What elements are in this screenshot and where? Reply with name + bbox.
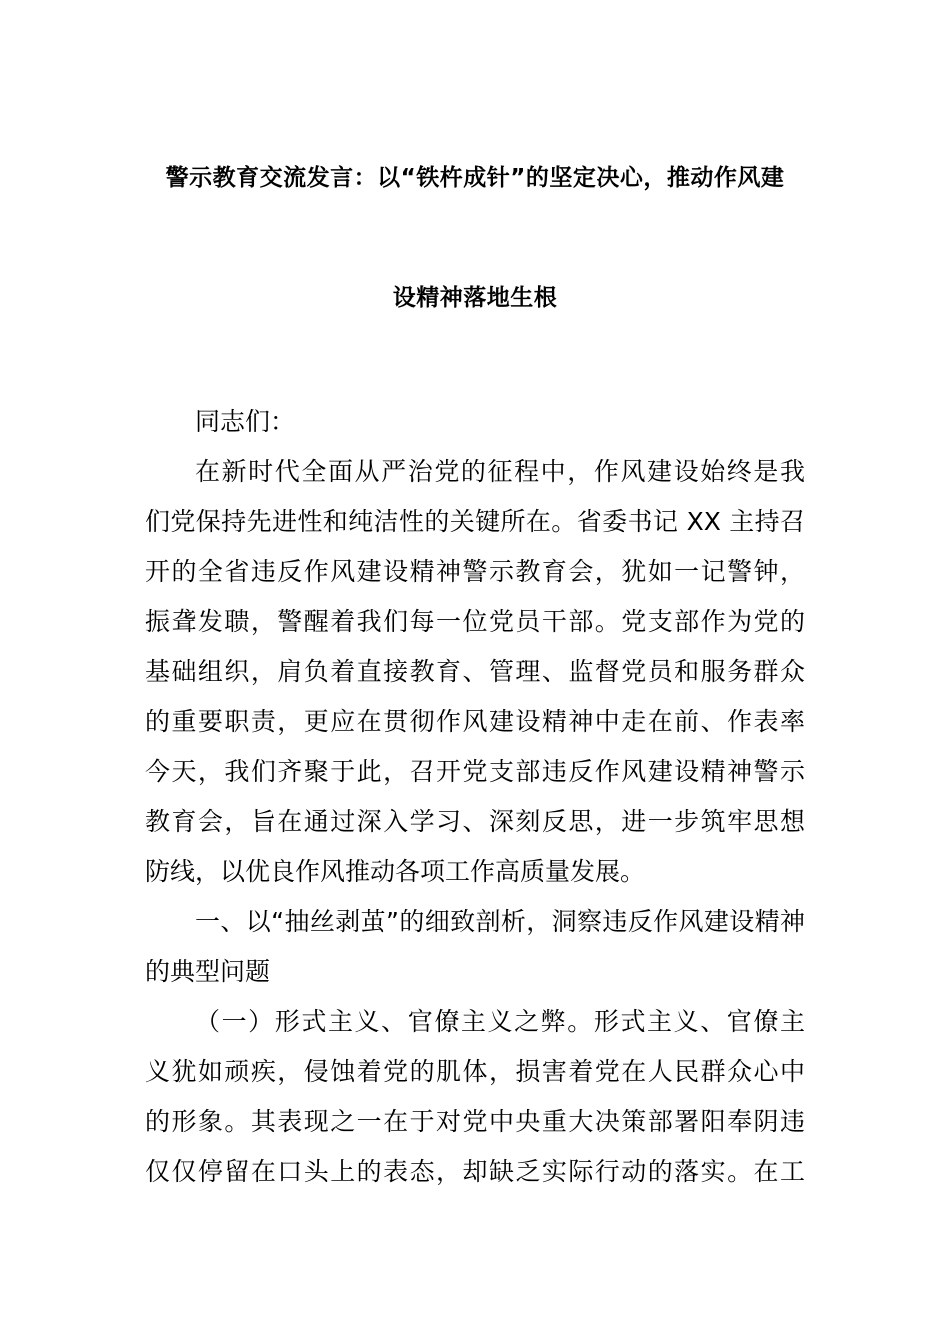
paragraph-line: 开的全省违反作风建设精神警示教育会，犹如一记警钟，	[145, 557, 805, 586]
salutation: 同志们：	[195, 407, 296, 436]
paragraph-line: 基础组织，肩负着直接教育、管理、监督党员和服务群众	[145, 657, 805, 686]
paragraph-line: 教育会，旨在通过深入学习、深刻反思，进一步筑牢思想	[145, 807, 805, 836]
paragraph-line: 在新时代全面从严治党的征程中，作风建设始终是我	[195, 457, 805, 486]
paragraph-line: 今天，我们齐聚于此，召开党支部违反作风建设精神警示	[145, 757, 805, 786]
paragraph-line: 义犹如顽疾，侵蚀着党的肌体，损害着党在人民群众心中	[145, 1057, 805, 1086]
document-title-line-2: 设精神落地生根	[392, 285, 558, 311]
paragraph-line: 仅仅停留在口头上的表态，却缺乏实际行动的落实。在工	[145, 1157, 805, 1186]
paragraph-line: 的形象。其表现之一在于对党中央重大决策部署阳奉阴违	[145, 1107, 805, 1136]
paragraph-line: 振聋发聩，警醒着我们每一位党员干部。党支部作为党的	[145, 607, 805, 636]
paragraph-line: （一）形式主义、官僚主义之弊。形式主义、官僚主	[195, 1007, 805, 1036]
paragraph-line: 们党保持先进性和纯洁性的关键所在。省委书记 XX 主持召	[145, 507, 805, 536]
document-title-line-1: 警示教育交流发言：以“铁杵成针”的坚定决心，推动作风建	[165, 165, 785, 191]
paragraph-line: 的重要职责，更应在贯彻作风建设精神中走在前、作表率	[145, 707, 805, 736]
section-heading-line: 的典型问题	[145, 957, 271, 986]
paragraph-line: 防线，以优良作风推动各项工作高质量发展。	[145, 857, 646, 886]
section-heading-line: 一、以“抽丝剥茧”的细致剖析，洞察违反作风建设精神	[195, 907, 805, 936]
